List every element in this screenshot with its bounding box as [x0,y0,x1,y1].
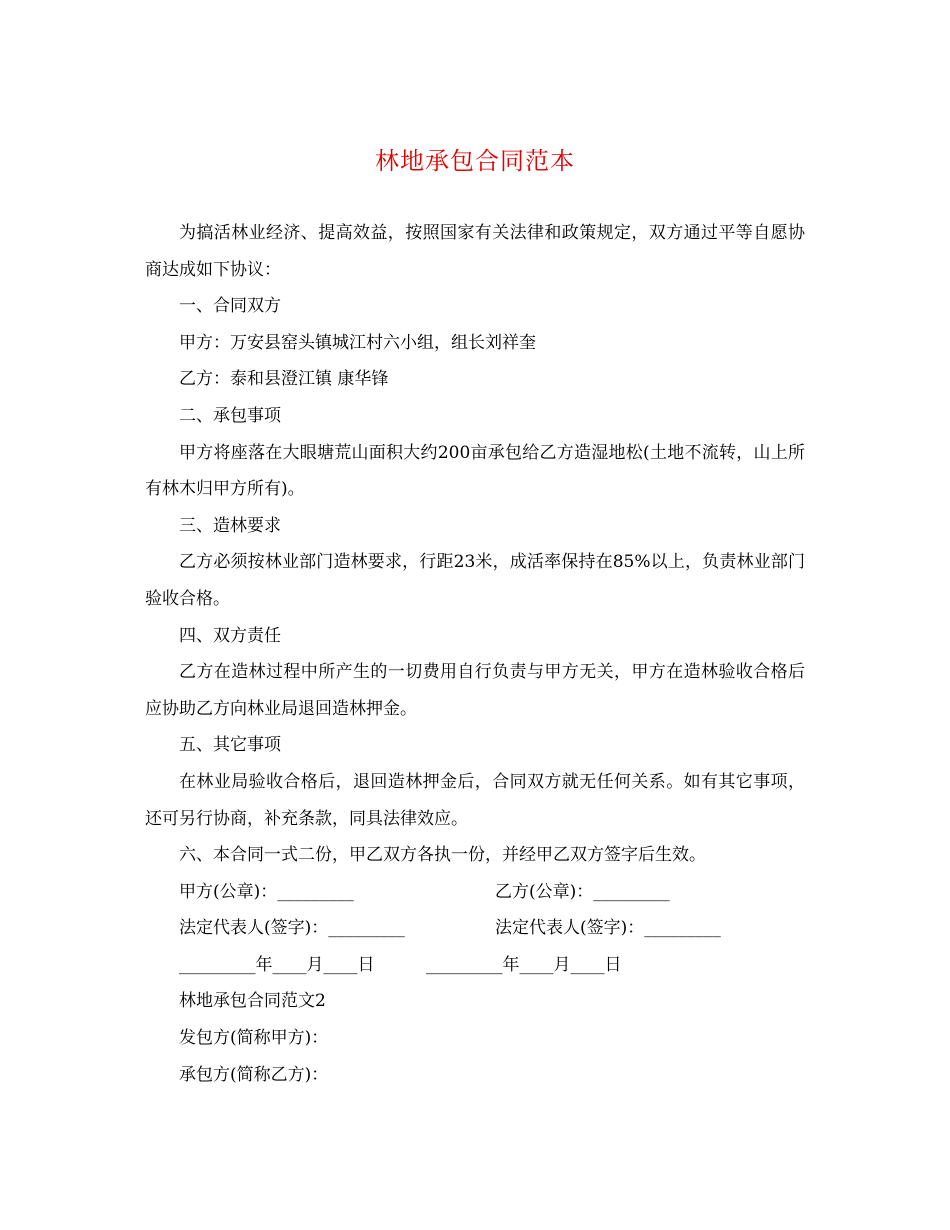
party-b-date-field: _________年____月____日 [426,954,622,975]
party-a-representative-field: 法定代表人(签字)：_________ [179,918,405,939]
intro-paragraph: 为搞活林业经济、提高效益，按照国家有关法律和政策规定，双方通过平等自愿协商达成如下协议： [145,223,805,280]
contractor-line: 承包方(简称乙方)： [179,1064,329,1085]
party-b-line: 乙方：泰和县澄江镇 康华锋 [179,369,389,390]
party-a-date-field: _________年____月____日 [179,954,375,975]
sample-two-heading: 林地承包合同范文2 [179,991,326,1012]
party-a-line: 甲方：万安县窑头镇城江村六小组，组长刘祥奎 [179,332,536,353]
party-b-seal-field: 乙方(公章)：_________ [495,881,670,902]
document-body [145,215,805,1093]
issuer-line: 发包方(简称甲方)： [179,1028,329,1049]
party-a-seal-field: 甲方(公章)：_________ [179,881,354,902]
signature-row-seal [145,874,805,911]
section-heading-other-matters: 五、其它事项 [179,735,281,756]
section-heading-contract-items: 二、承包事项 [179,405,281,426]
signature-row-date [145,947,805,984]
section-heading-planting-requirements: 三、造林要求 [179,515,281,536]
contract-items-paragraph: 甲方将座落在大眼塘荒山面积大约200亩承包给乙方造湿地松(土地不流转，山上所有林木归甲方所有)。 [145,442,805,500]
planting-requirements-paragraph: 乙方必须按林业部门造林要求，行距23米，成活率保持在85%以上，负责林业部门验收合格。 [145,552,805,609]
other-matters-paragraph: 在林业局验收合格后，退回造林押金后，合同双方就无任何关系。如有其它事项，还可另行协商，补充条款，同具法律效应。 [145,771,805,829]
responsibilities-paragraph: 乙方在造林过程中所产生的一切费用自行负责与甲方无关，甲方在造林验收合格后应协助乙方向林业局退回造林押金。 [145,662,805,719]
section-heading-parties: 一、合同双方 [179,296,281,317]
document-title: 林地承包合同范本 [375,147,575,175]
section-heading-responsibilities: 四、双方责任 [179,625,281,646]
party-b-representative-field: 法定代表人(签字)：_________ [495,918,721,939]
copies-clause: 六、本合同一式二份，甲乙双方各执一份，并经甲乙双方签字后生效。 [179,845,706,866]
signature-row-representative [145,910,805,947]
